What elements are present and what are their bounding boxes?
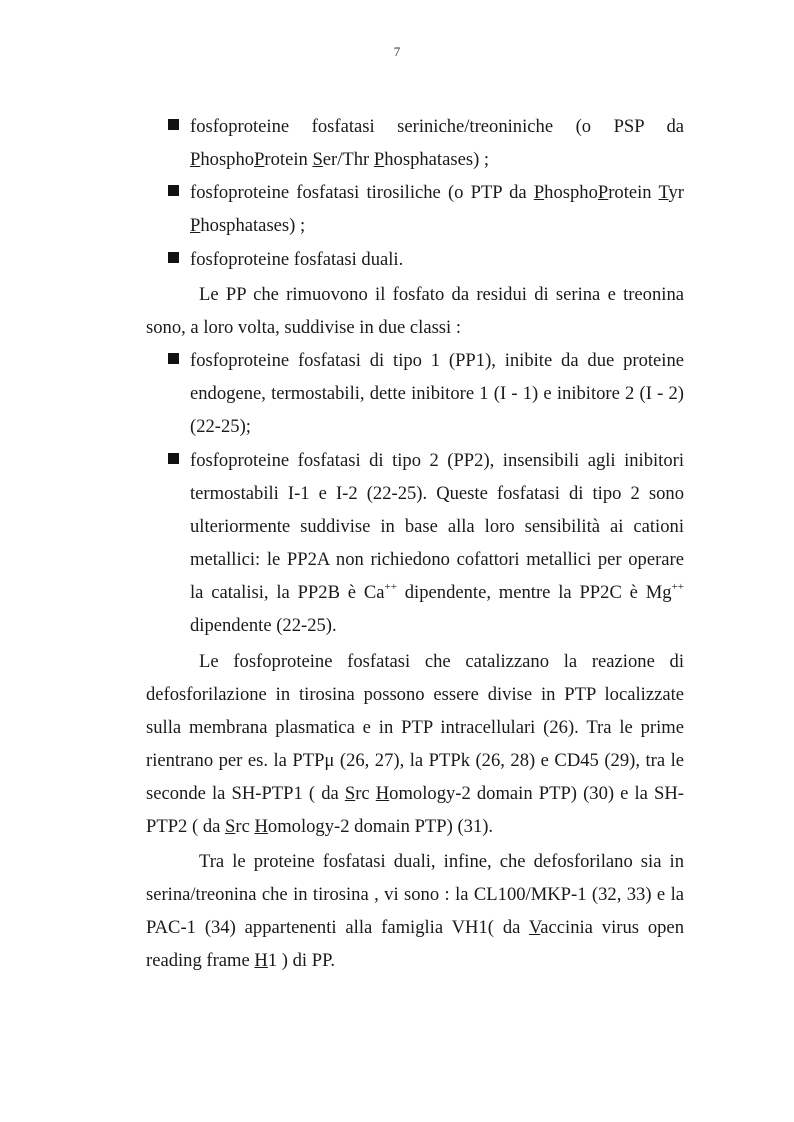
text-line: endogene, termostabili, dette inibitore 1 (I - 1) e inibitore 2 (I - 2) [190,383,684,404]
text-line: Tra le proteine fosfatasi duali, infine, che defosforilano sia in [199,851,684,872]
text-line: defosforilazione in tirosina possono essere divise in PTP localizzate [146,684,684,705]
text-line: serina/treonina che in tirosina , vi sono : la CL100/MKP-1 (32, 33) e la [146,884,684,905]
square-bullet-icon [168,353,179,364]
text-line: Le PP che rimuovono il fosfato da residui di serina e treonina [199,284,684,305]
text-line: fosfoproteine fosfatasi seriniche/treoniniche (o PSP da [190,116,684,137]
text-line: dipendente (22-25). [190,615,337,636]
text-line: PAC-1 (34) appartenenti alla famiglia VH1( da Vaccinia virus open [146,917,684,938]
bullet-item-ptp [168,176,684,242]
text-line: PTP2 ( da Src Homology-2 domain PTP) (31). [146,816,494,837]
text-line: sulla membrana plasmatica e in PTP intracellulari (26). Tra le prime [146,717,684,738]
text-line: fosfoproteine fosfatasi duali. [190,249,404,270]
bullet-item-pp2 [168,444,684,642]
text-line: Le fosfoproteine fosfatasi che catalizzano la reazione di [199,651,684,672]
text-line: (22-25); [190,416,251,437]
square-bullet-icon [168,453,179,464]
text-line: fosfoproteine fosfatasi di tipo 2 (PP2), insensibili agli inibitori [190,450,684,471]
text-line: ulteriormente suddivise in base alla loro sensibilità ai cationi [190,516,684,537]
bullet-item-duali [168,243,684,276]
square-bullet-icon [168,252,179,263]
bullet-item-psp [168,110,684,176]
text-line: fosfoproteine fosfatasi tirosiliche (o PTP da PhosphoProtein Tyr [190,182,684,203]
text-line: termostabili I-1 e I-2 (22-25). Queste fosfatasi di tipo 2 sono [190,483,684,504]
text-line: PhosphoProtein Ser/Thr Phosphatases) ; [190,149,490,170]
text-line: la catalisi, la PP2B è Ca++ dipendente, mentre la PP2C è Mg++ [190,581,684,603]
text-line: Phosphatases) ; [190,215,306,236]
text-line: reading frame H1 ) di PP. [146,950,336,971]
text-line: fosfoproteine fosfatasi di tipo 1 (PP1), inibite da due proteine [190,350,684,371]
page-number: 7 [393,44,401,59]
text-line: metallici: le PP2A non richiedono cofattori metallici per operare [190,549,684,570]
text-line: sono, a loro volta, suddivise in due classi : [146,317,462,338]
text-line: seconde la SH-PTP1 ( da Src Homology-2 domain PTP) (30) e la SH- [146,783,684,804]
bullet-item-pp1 [168,344,684,443]
text-line: rientrano per es. la PTPμ (26, 27), la PTPk (26, 28) e CD45 (29), tra le [146,750,684,771]
square-bullet-icon [168,119,179,130]
square-bullet-icon [168,185,179,196]
